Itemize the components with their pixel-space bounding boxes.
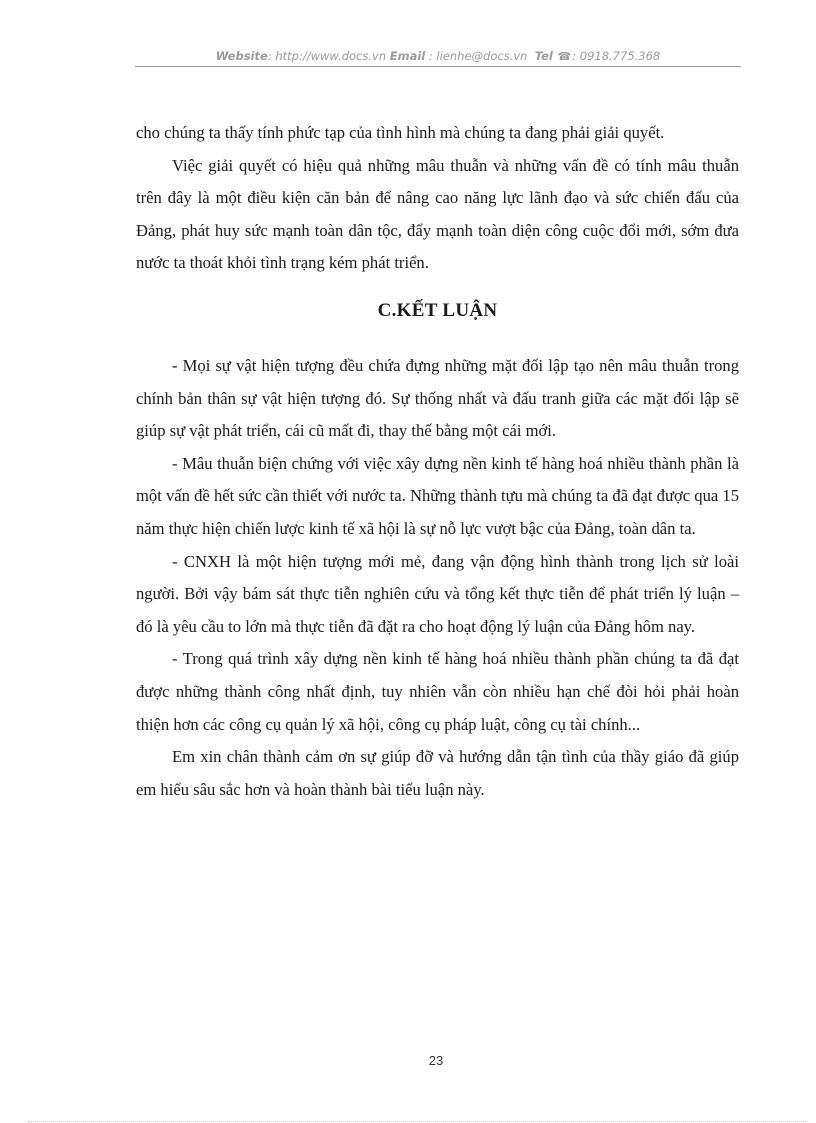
conclusion-point-1: - Mọi sự vật hiện tượng đều chứa đựng những mặt đối lập tạo nên mâu thuẫn trong chính bản thân sự vật hiện tượng đó. Sự thống nhất và đấu tranh giữa các mặt đối lập sẽ giúp sự vật phát triển, cái cũ mất đi, thay thế bằng một cái mới. [136,355,739,441]
email-address[interactable]: : lienhe@docs.vn [425,49,528,63]
paragraph-resolution: Việc giải quyết có hiệu quả những mâu thuẫn và những vấn đề có tính mâu thuẫn trên đây là một điều kiện căn bản để nâng cao năng lực lãnh đạo và sức chiến đấu của Đảng, phát huy sức mạnh toàn dân tộc, đẩy mạnh toàn diện công cuộc đổi mới, sớm đưa nước ta thoát khỏi tình trạng kém phát triển. [136,155,739,273]
tel-label: Tel [534,49,553,63]
website-label: Website [215,49,268,63]
phone-icon: ☎ [557,50,572,63]
paragraph-continuation: cho chúng ta thấy tính phức tạp của tình hình mà chúng ta đang phải giải quyết. [136,123,665,142]
page-header [135,46,741,67]
bottom-divider [28,1121,806,1122]
tel-number: : 0918.775.368 [572,49,661,63]
conclusion-point-4: - Trong quá trình xây dựng nền kinh tế hàng hoá nhiều thành phần chúng ta đã đạt được những thành công nhất định, tuy nhiên vẫn còn nhiều hạn chế đòi hỏi phải hoàn thiện hơn các công cụ quản lý xã hội, công cụ pháp luật, công cụ tài chính... [136,649,739,734]
conclusion-point-2: - Mâu thuẫn biện chứng với việc xây dựng nền kinh tế hàng hoá nhiều thành phần là một vấn đề hết sức cần thiết với nước ta. Những thành tựu mà chúng ta đã đạt được qua 15 năm thực hiện chiến lược kinh tế xã hội là sự nỗ lực vượt bậc của Đảng, toàn dân ta. [136,453,739,538]
website-url[interactable]: : http://www.docs.vn [267,49,387,63]
conclusion-point-3: - CNXH là một hiện tượng mới mẻ, đang vận động hình thành trong lịch sử loài người. Bởi vậy bám sát thực tiễn nghiên cứu và tổng kết thực tiễn để phát triển lý luận – đó là yêu cầu to lớn mà thực tiễn đã đặt ra cho hoạt động lý luận của Đảng hôm nay. [136,551,739,636]
page-number: 23 [428,1053,444,1068]
document-body [136,117,739,806]
acknowledgement-paragraph: Em xin chân thành cảm ơn sự giúp đỡ và hướng dẫn tận tình của thầy giáo đã giúp em hiểu sâu sắc hơn và hoàn thành bài tiểu luận này. [136,747,739,799]
email-label: Email [389,49,426,63]
section-heading: C.KẾT LUẬN [377,299,498,321]
